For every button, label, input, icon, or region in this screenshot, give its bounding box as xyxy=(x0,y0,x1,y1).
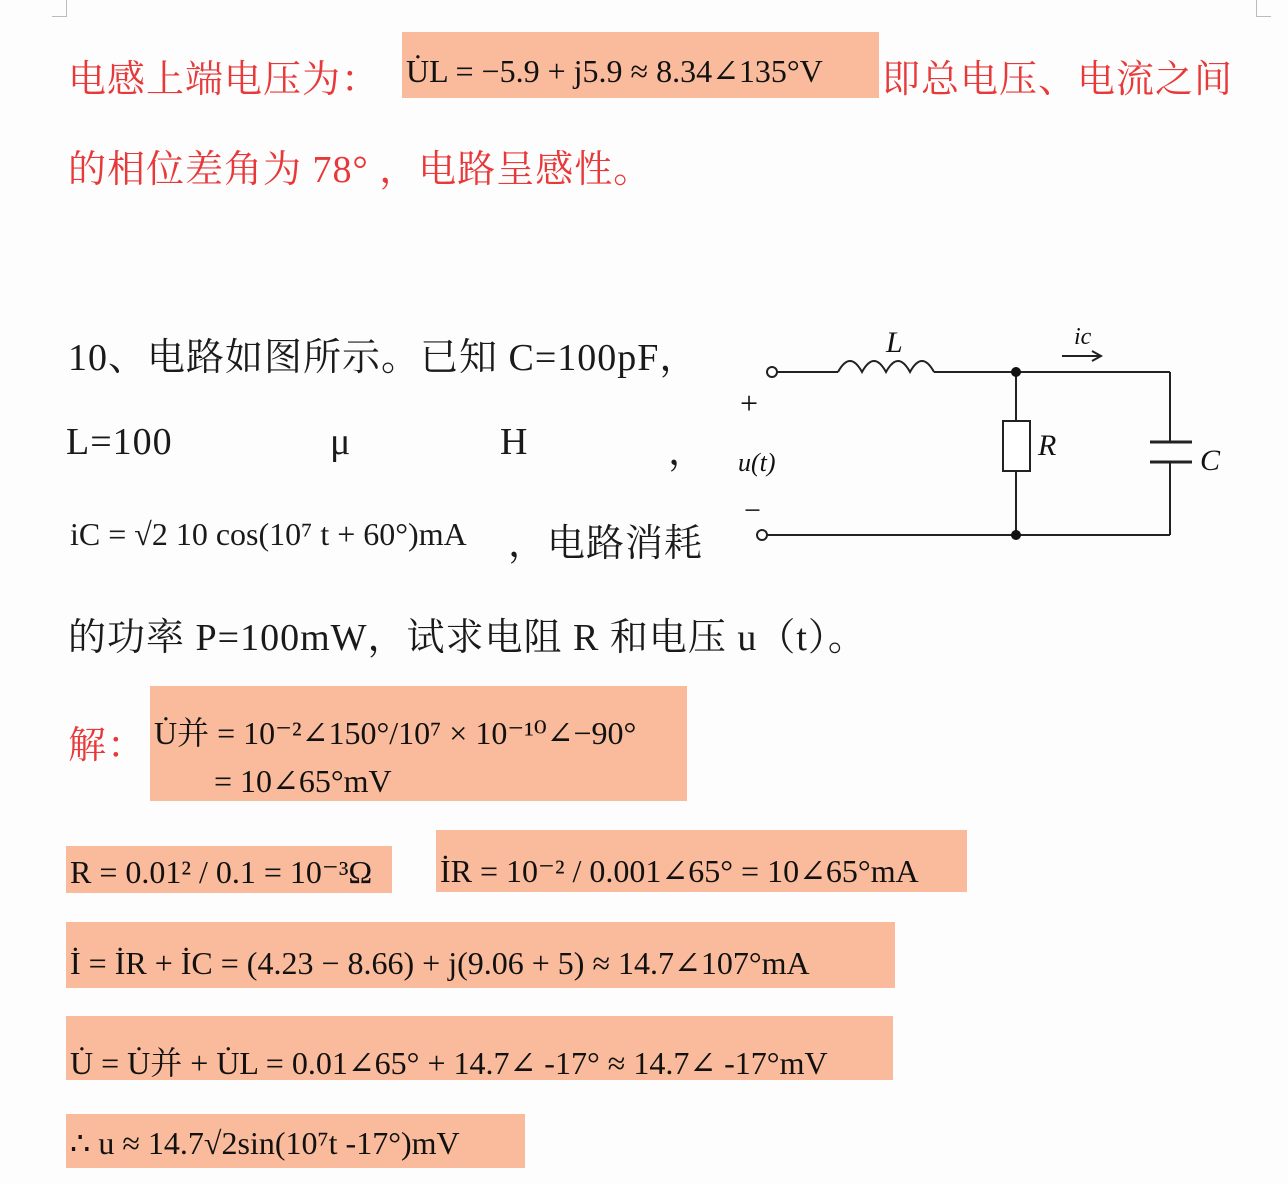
eq2: R = 0.01² / 0.1 = 10⁻³Ω xyxy=(70,854,373,890)
problem-line1: 10、电路如图所示。已知 C=100pF， xyxy=(68,337,699,379)
label-L: L xyxy=(886,326,903,359)
problem-L-value: L=100 xyxy=(66,421,173,463)
problem-ic-formula: iC = √2 10 cos(10⁷ t + 60°)mA xyxy=(70,516,467,552)
terminal-bottom xyxy=(757,530,767,540)
problem-line3-suffix: ，电路消耗 xyxy=(508,523,704,565)
eq1-line2: = 10∠65°mV xyxy=(214,763,392,799)
eq3: İR = 10⁻² / 0.001∠65° = 10∠65°mA xyxy=(440,853,919,889)
problem-henry: H xyxy=(500,421,529,463)
label-minus: − xyxy=(744,494,761,527)
eq5: U̇ = U̇并 + U̇L = 0.01∠65° + 14.7∠ -17° ≈ 14.7∠ -17°mV xyxy=(70,1045,828,1081)
intro-line1-suffix: 即总电压、电流之间 xyxy=(882,59,1234,101)
intro-formula: U̇L = −5.9 + j5.9 ≈ 8.34∠135°V xyxy=(406,53,823,89)
inductor-coil xyxy=(838,361,934,372)
eq4: İ = İR + İC = (4.23 − 8.66) + j(9.06 + 5) ≈ 14.7∠107°mA xyxy=(70,945,810,981)
label-ic: ic xyxy=(1074,324,1092,350)
terminal-top xyxy=(767,367,777,377)
eq6: ∴ u ≈ 14.7√2sin(10⁷t -17°)mV xyxy=(70,1125,460,1161)
label-ut: u(t) xyxy=(738,448,776,477)
label-C: C xyxy=(1200,444,1221,477)
resistor xyxy=(1003,421,1030,471)
problem-line4: 的功率 P=100mW，试求电阻 R 和电压 u（t）。 xyxy=(68,617,867,659)
eq1-line1: U̇并 = 10⁻²∠150°/10⁷ × 10⁻¹⁰∠−90° xyxy=(154,715,637,751)
problem-mu: μ xyxy=(330,421,352,463)
intro-line2: 的相位差角为 78° ，电路呈感性。 xyxy=(68,149,653,191)
label-R: R xyxy=(1038,429,1057,462)
intro-line1-prefix: 电感上端电压为： xyxy=(68,59,381,101)
problem-comma: ， xyxy=(668,431,708,473)
label-plus: + xyxy=(740,385,759,421)
solution-label: 解： xyxy=(68,725,147,767)
